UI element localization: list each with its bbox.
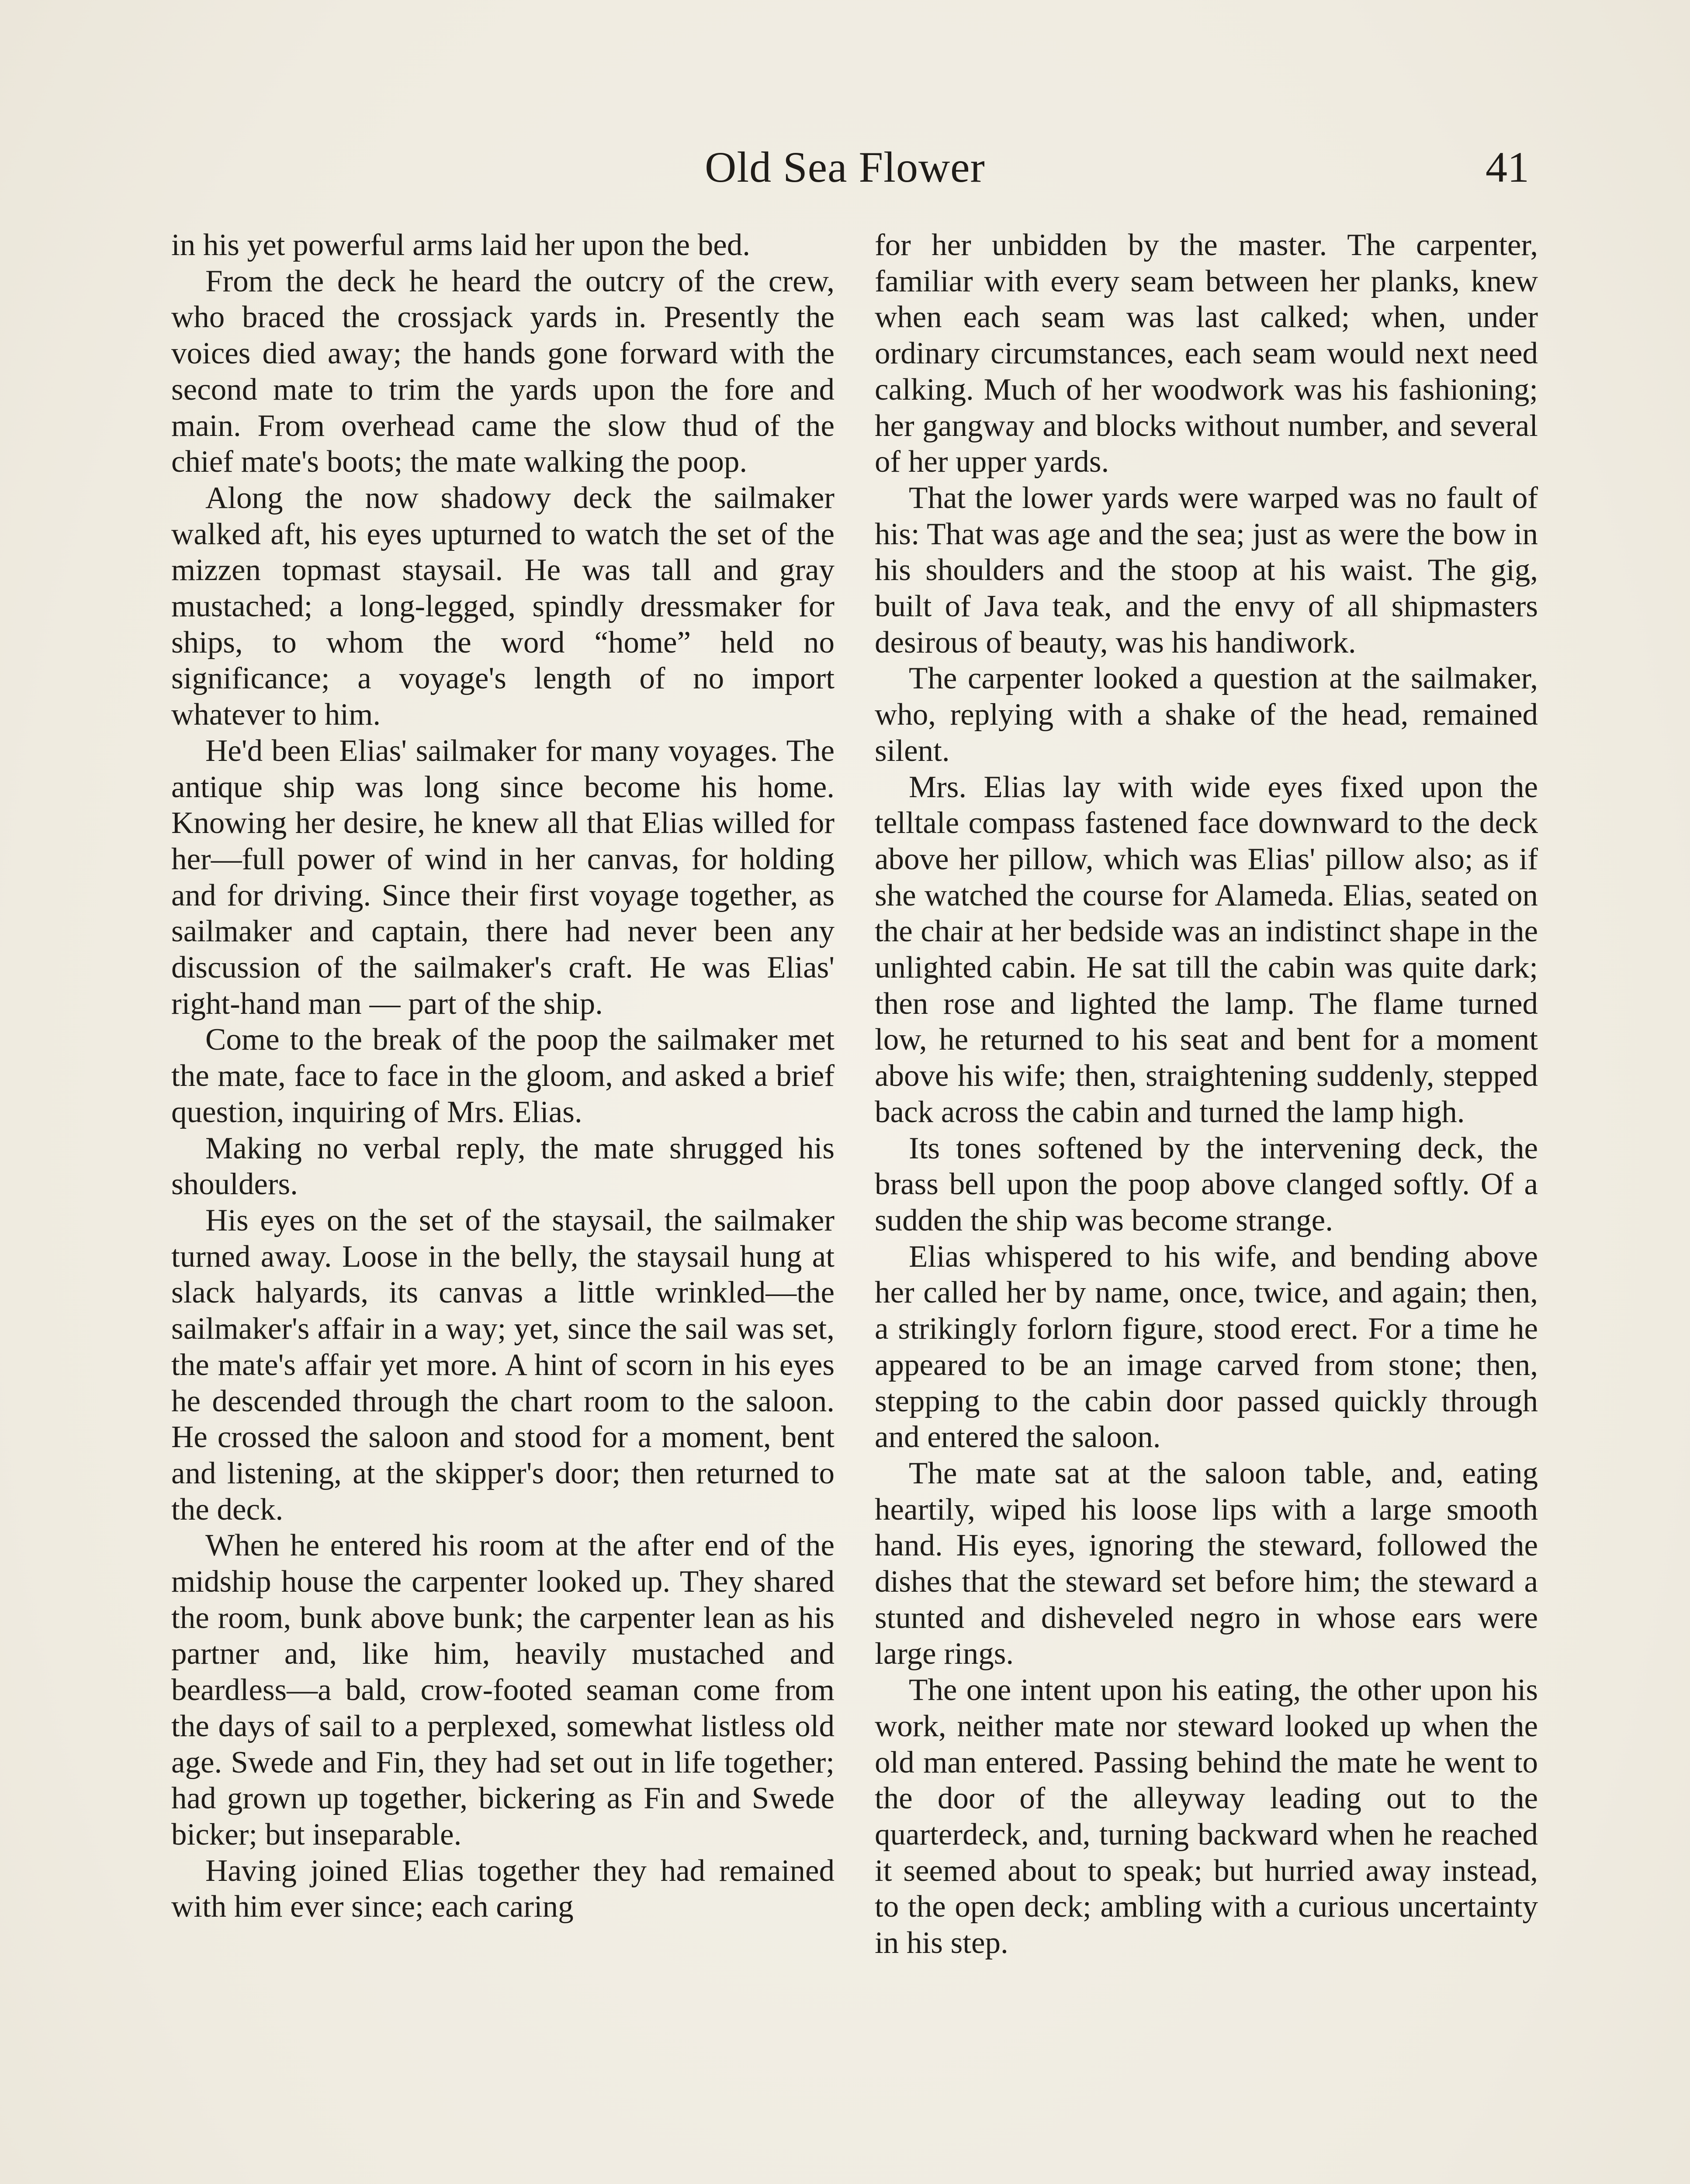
right-text-column [875,227,1538,2184]
paragraph: Elias whispered to his wife, and bending above her called her by name, once, twice, and again; then, a strikingly forlorn figure, stood erect. For a time he appeared to be an image carved from stone; then, stepping to the cabin door passed quickly through and entered the saloon. [875,1239,1538,1455]
paragraph: The mate sat at the saloon table, and, eating heartily, wiped his loose lips with a large smooth hand. His eyes, ignoring the steward, followed the dishes that the steward set before him; the steward a stunted and disheveled negro in whose ears were large rings. [875,1456,1538,1671]
paragraph: Making no verbal reply, the mate shrugged his shoulders. [171,1131,835,1202]
paragraph: Having joined Elias together they had remained with him ever since; each caring [171,1853,835,1924]
paragraph: in his yet powerful arms laid her upon the bed. [171,228,751,262]
paragraph: From the deck he heard the outcry of the crew, who braced the crossjack yards in. Presently the voices died away; the hands gone forward with the second mate to trim the yards upon the fore and main. From overhead came the slow thud of the chief mate's boots; the mate walking the poop. [171,264,835,479]
running-head [0,139,1690,196]
paragraph: Mrs. Elias lay with wide eyes fixed upon the telltale compass fastened face downward to the deck above her pillow, which was Elias' pillow also; as if she watched the course for Alameda. Elias, seated on the chair at her bedside was an indistinct shape in the unlighted cabin. He sat till the cabin was quite dark; then rose and lighted the lamp. The flame turned low, he returned to his seat and bent for a moment above his wife; then, straightening suddenly, stepped back across the cabin and turned the lamp high. [875,770,1538,1129]
paragraph: That the lower yards were warped was no fault of his: That was age and the sea; just as were the bow in his shoulders and the stoop at his waist. The gig, built of Java teak, and the envy of all shipmasters desirous of beauty, was his handiwork. [875,480,1538,660]
page-number: 41 [1486,143,1529,191]
paragraph: The carpenter looked a question at the sailmaker, who, replying with a shake of the head, remained silent. [875,661,1538,768]
paragraph: He'd been Elias' sailmaker for many voyages. The antique ship was long since become his home. Knowing her desire, he knew all that Elias willed for her—full power of wind in her canvas, for holding and for driving. Since their first voyage together, as sailmaker and captain, there had never been any discussion of the sailmaker's craft. He was Elias' right-hand man — part of the ship. [171,733,835,1021]
paragraph: His eyes on the set of the staysail, the sailmaker turned away. Loose in the belly, the staysail hung at slack halyards, its canvas a little wrinkled—the sailmaker's affair in a way; yet, since the sail was set, the mate's affair yet more. A hint of scorn in his eyes he descended through the chart room to the saloon. He crossed the saloon and stood for a moment, bent and listening, at the skipper's door; then returned to the deck. [171,1203,835,1527]
paragraph: Come to the break of the poop the sailmaker met the mate, face to face in the gloom, and asked a brief question, inquiring of Mrs. Elias. [171,1023,835,1129]
left-text-column [171,227,835,2184]
paragraph: When he entered his room at the after end of the midship house the carpenter looked up. They shared the room, bunk above bunk; the carpenter lean as his partner and, like him, heavily mustached and beardless—a bald, crow-footed seaman come from the days of sail to a perplexed, somewhat listless old age. Swede and Fin, they had set out in life together; had grown up together, bickering as Fin and Swede bicker; but inseparable. [171,1528,835,1852]
paragraph: Its tones softened by the intervening deck, the brass bell upon the poop above clanged softly. Of a sudden the ship was become strange. [875,1131,1538,1237]
paragraph: Along the now shadowy deck the sailmaker walked aft, his eyes upturned to watch the set of the mizzen topmast staysail. He was tall and gray mustached; a long-legged, spindly dressmaker for ships, to whom the word “home” held no significance; a voyage's length of no import whatever to him. [171,480,835,732]
paragraph: The one intent upon his eating, the other upon his work, neither mate nor steward looked up when the old man entered. Passing behind the mate he went to the door of the alleyway leading out to the quarterdeck, and, turning backward when he reached it seemed about to speak; but hurried away instead, to the open deck; ambling with a curious uncertainty in his step. [875,1673,1538,1960]
paragraph: for her unbidden by the master. The carpenter, familiar with every seam between her planks, knew when each seam was last calked; when, under ordinary circumstances, each seam would next need calking. Much of her woodwork was his fashioning; her gangway and blocks without number, and several of her upper yards. [875,228,1538,479]
running-title: Old Sea Flower [705,143,985,191]
